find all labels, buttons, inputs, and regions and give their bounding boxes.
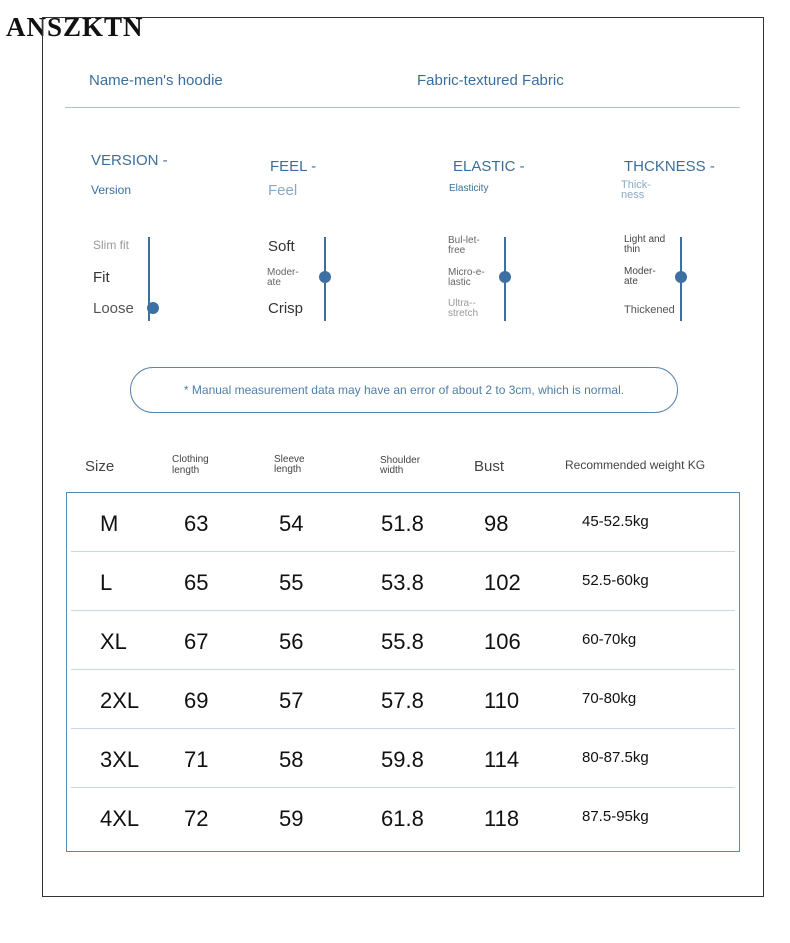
- brand-logo: ANSZKTN: [6, 12, 144, 42]
- size-table: [66, 492, 740, 852]
- scale-marker: [675, 271, 687, 283]
- option-label: Light and thin: [624, 234, 666, 255]
- cell-bust: 106: [484, 629, 521, 654]
- cell-weight: 60-70kg: [582, 631, 637, 648]
- header-recommended-weight: Recommended weight KG: [565, 458, 706, 472]
- cell-weight: 52.5-60kg: [582, 572, 649, 589]
- property-subtitle: Elasticity: [449, 183, 489, 194]
- option-label-selected: Moder-ate: [624, 266, 656, 287]
- property-title: ELASTIC -: [453, 158, 525, 175]
- header-sleeve-length: Sleeve length: [274, 454, 305, 475]
- cell-size: 4XL: [100, 806, 140, 831]
- option-label-selected: Loose: [93, 300, 134, 317]
- cell-clothing-length: 65: [184, 570, 209, 595]
- cell-clothing-length: 63: [184, 511, 209, 536]
- table-row: [67, 788, 739, 847]
- product-name: Name-men's hoodie: [89, 72, 223, 89]
- option-label-selected: Micro-e-lastic: [448, 267, 485, 288]
- cell-bust: 110: [484, 688, 520, 713]
- cell-sleeve-length: 58: [279, 747, 304, 772]
- scale-marker: [319, 271, 331, 283]
- cell-shoulder-width: 51.8: [381, 511, 424, 536]
- cell-size: L: [100, 570, 113, 595]
- cell-clothing-length: 67: [184, 629, 209, 654]
- cell-shoulder-width: 55.8: [381, 629, 424, 654]
- option-label: Bul-let-free: [448, 235, 480, 256]
- option-label: Crisp: [268, 300, 304, 317]
- fabric-label: Fabric-textured Fabric: [417, 72, 564, 89]
- cell-sleeve-length: 55: [279, 570, 304, 595]
- cell-clothing-length: 72: [184, 806, 209, 831]
- header-bust: Bust: [474, 458, 505, 475]
- cell-weight: 45-52.5kg: [582, 513, 649, 530]
- cell-clothing-length: 71: [184, 747, 209, 772]
- property-subtitle: Feel: [268, 182, 298, 199]
- cell-size: 2XL: [100, 688, 140, 713]
- property-title: THCKNESS -: [624, 158, 715, 175]
- table-row: [67, 552, 739, 611]
- note-text: * Manual measurement data may have an error of about 2 to 3cm, which is normal.: [183, 383, 625, 397]
- header-size: Size: [85, 458, 115, 475]
- option-label: Thickened: [624, 304, 675, 316]
- scale-marker: [499, 271, 511, 283]
- table-row: [67, 670, 739, 729]
- header-shoulder-width: Shoulder width: [380, 455, 421, 476]
- property-subtitle: Thick-ness: [621, 179, 651, 201]
- measurement-note: [130, 367, 678, 413]
- cell-sleeve-length: 57: [279, 688, 304, 713]
- cell-clothing-length: 69: [184, 688, 209, 713]
- cell-bust: 102: [484, 570, 521, 595]
- property-subtitle: Version: [91, 183, 132, 197]
- option-label: Soft: [268, 238, 295, 255]
- cell-shoulder-width: 61.8: [381, 806, 424, 831]
- cell-size: XL: [100, 629, 127, 654]
- cell-bust: 98: [484, 511, 509, 536]
- header-divider: [65, 107, 740, 108]
- cell-sleeve-length: 54: [279, 511, 304, 536]
- option-label: Fit: [93, 269, 110, 286]
- header-clothing-length: Clothing length: [172, 454, 209, 476]
- cell-size: 3XL: [100, 747, 140, 772]
- cell-bust: 118: [484, 806, 520, 831]
- cell-size: M: [100, 511, 119, 536]
- table-row: [67, 493, 739, 552]
- option-label-selected: Moder-ate: [267, 267, 299, 288]
- property-title: VERSION -: [91, 152, 168, 169]
- cell-weight: 87.5-95kg: [582, 808, 649, 825]
- cell-sleeve-length: 59: [279, 806, 304, 831]
- cell-sleeve-length: 56: [279, 629, 304, 654]
- table-row: [67, 611, 739, 670]
- cell-shoulder-width: 53.8: [381, 570, 424, 595]
- option-label: Ultra--stretch: [448, 298, 479, 319]
- cell-weight: 80-87.5kg: [582, 749, 649, 766]
- scale-marker: [147, 302, 159, 314]
- cell-shoulder-width: 57.8: [381, 688, 424, 713]
- cell-shoulder-width: 59.8: [381, 747, 424, 772]
- property-title: FEEL -: [270, 158, 317, 175]
- cell-weight: 70-80kg: [582, 690, 637, 707]
- cell-bust: 114: [484, 747, 520, 772]
- table-row: [67, 729, 739, 788]
- option-label: Slim fit: [93, 238, 129, 252]
